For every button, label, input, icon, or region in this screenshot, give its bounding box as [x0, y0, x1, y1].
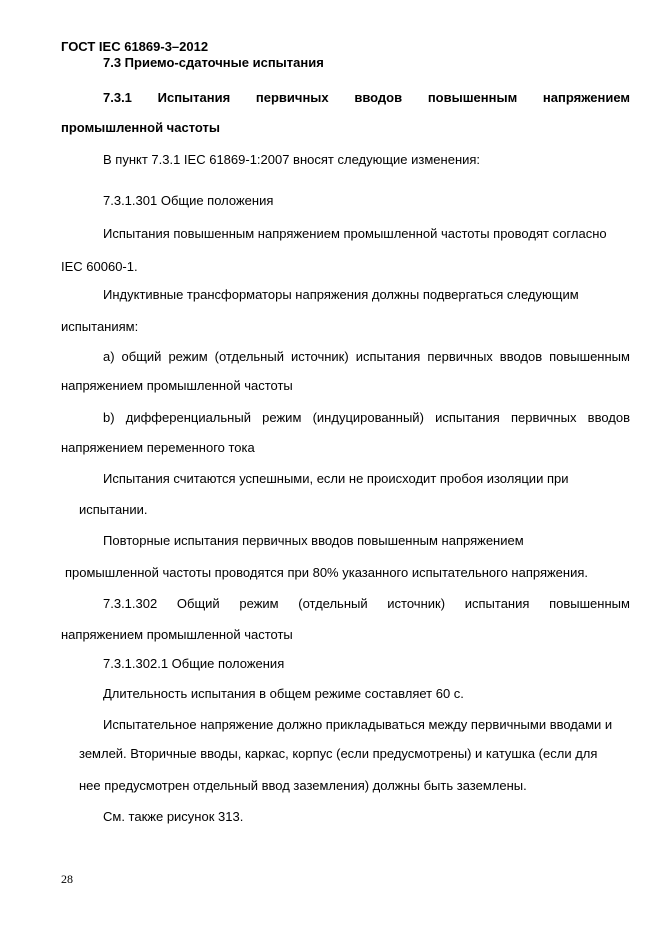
page-number: 28 [61, 872, 73, 886]
paragraph-intro: В пункт 7.3.1 IEC 61869-1:2007 вносят следующие изменения: [103, 152, 481, 167]
paragraph-line: Длительность испытания в общем режиме составляет 60 с. [103, 686, 464, 701]
list-item-a-line1: a) общий режим (отдельный источник) испытания первичных вводов повышенным [103, 349, 630, 364]
document-header-standard: ГОСТ IEC 61869-3–2012 [61, 39, 209, 54]
paragraph-line: испытании. [79, 502, 148, 517]
clause-title-302-line2: напряжением промышленной частоты [61, 627, 293, 642]
paragraph-figure-reference: См. также рисунок 313. [103, 809, 244, 824]
paragraph-line: Индуктивные трансформаторы напряжения должны подвергаться следующим [103, 287, 579, 302]
paragraph-line: Испытания считаются успешными, если не происходит пробоя изоляции при [103, 471, 569, 486]
paragraph-line: Испытания повышенным напряжением промышленной частоты проводят согласно [103, 226, 607, 241]
subsection-heading-line1: 7.3.1 Испытания первичных вводов повышенным напряжением [103, 90, 630, 105]
section-heading: 7.3 Приемо-сдаточные испытания [103, 55, 324, 70]
list-item-b-line1: b) дифференциальный режим (индуцированный) испытания первичных вводов [103, 410, 630, 425]
paragraph-line: Повторные испытания первичных вводов повышенным напряжением [103, 533, 524, 548]
paragraph-line: Испытательное напряжение должно прикладываться между первичными вводами и [103, 717, 613, 732]
clause-title-302-1: 7.3.1.302.1 Общие положения [103, 656, 285, 671]
list-item-b-line2: напряжением переменного тока [61, 440, 255, 455]
paragraph-line: землей. Вторичные вводы, каркас, корпус (если предусмотрены) и катушка (если для [79, 746, 598, 761]
list-item-a-line2: напряжением промышленной частоты [61, 378, 293, 393]
clause-title-general: 7.3.1.301 Общие положения [103, 193, 274, 208]
paragraph-line: нее предусмотрен отдельный ввод заземления) должны быть заземлены. [79, 778, 527, 793]
paragraph-line: промышленной частоты проводятся при 80% указанного испытательного напряжения. [65, 565, 589, 580]
clause-title-302-line1: 7.3.1.302 Общий режим (отдельный источник) испытания повышенным [103, 596, 630, 611]
paragraph-line: IEC 60060-1. [61, 259, 138, 274]
subsection-heading-line2: промышленной частоты [61, 120, 220, 135]
paragraph-line: испытаниям: [61, 319, 139, 334]
